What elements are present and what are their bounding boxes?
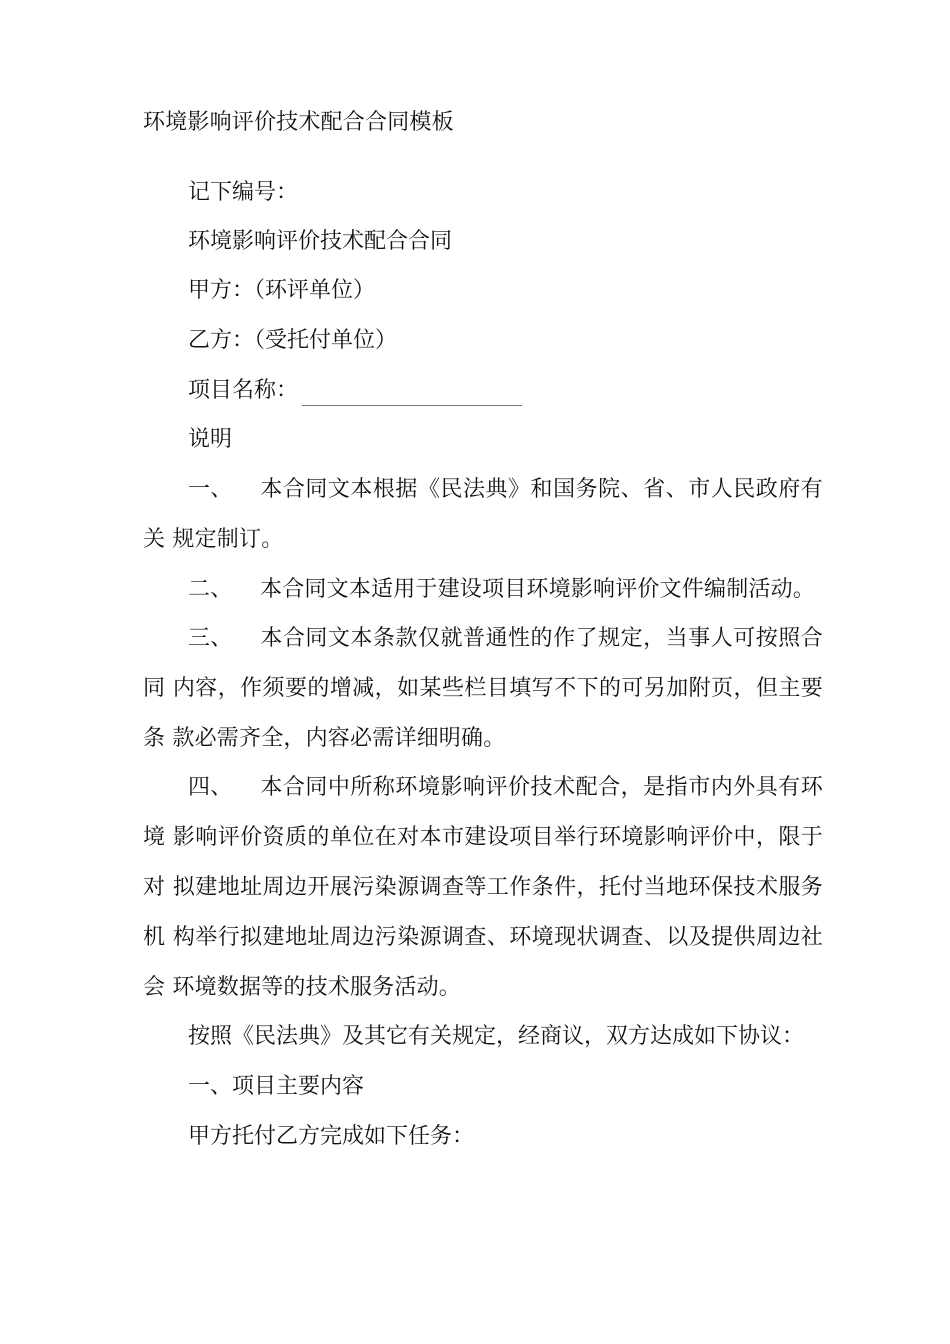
contract-name: 环境影响评价技术配合合同 xyxy=(188,229,453,254)
explanation-item-2 xyxy=(143,565,823,615)
project-name-blank xyxy=(302,383,522,406)
item-number: 一、 xyxy=(188,477,233,502)
item-text: 本合同文本条款仅就普通性的作了规定，当事人可按照合同 内容，作须要的增减，如某些栏目填写不下的可另加附页，但主要条 款必需齐全，内容必需详细明确。 xyxy=(143,626,823,751)
explanation-heading: 说明 xyxy=(188,427,233,452)
party-b: 乙方：（受托付单位） xyxy=(188,328,398,353)
item-text: 本合同中所称环境影响评价技术配合，是指市内外具有环境 影响评价资质的单位在对本市建设项目举行环境影响评价中，限于对 拟建地址周边开展污染源调查等工作条件，托付当地环保技术服务机 构举行拟建地址周边污染源调查、环境现状调查、以及提供周边社会 环境数据等的技术服务活动。 xyxy=(143,775,823,1000)
agreement-intro: 按照《民法典》及其它有关规定，经商议，双方达成如下协议： xyxy=(188,1024,805,1049)
explanation-item-1 xyxy=(143,465,823,565)
party-a: 甲方：（环评单位） xyxy=(188,278,376,303)
section-one-body: 甲方托付乙方完成如下任务： xyxy=(188,1124,475,1149)
section-one-heading: 一、项目主要内容 xyxy=(188,1074,365,1099)
item-text: 本合同文本根据《民法典》和国务院、省、市人民政府有关 规定制订。 xyxy=(143,477,823,552)
item-number: 二、 xyxy=(188,577,233,602)
project-name-label: 项目名称： xyxy=(188,378,299,403)
item-text: 本合同文本适用于建设项目环境影响评价文件编制活动。 xyxy=(260,577,816,602)
explanation-item-3 xyxy=(143,614,823,764)
item-number: 四、 xyxy=(188,775,233,800)
document-title: 环境影响评价技术配合合同模板 xyxy=(143,110,454,135)
record-number-label: 记下编号： xyxy=(188,180,299,205)
project-name-row xyxy=(188,376,522,406)
explanation-item-4 xyxy=(143,763,823,1013)
item-number: 三、 xyxy=(188,626,233,651)
